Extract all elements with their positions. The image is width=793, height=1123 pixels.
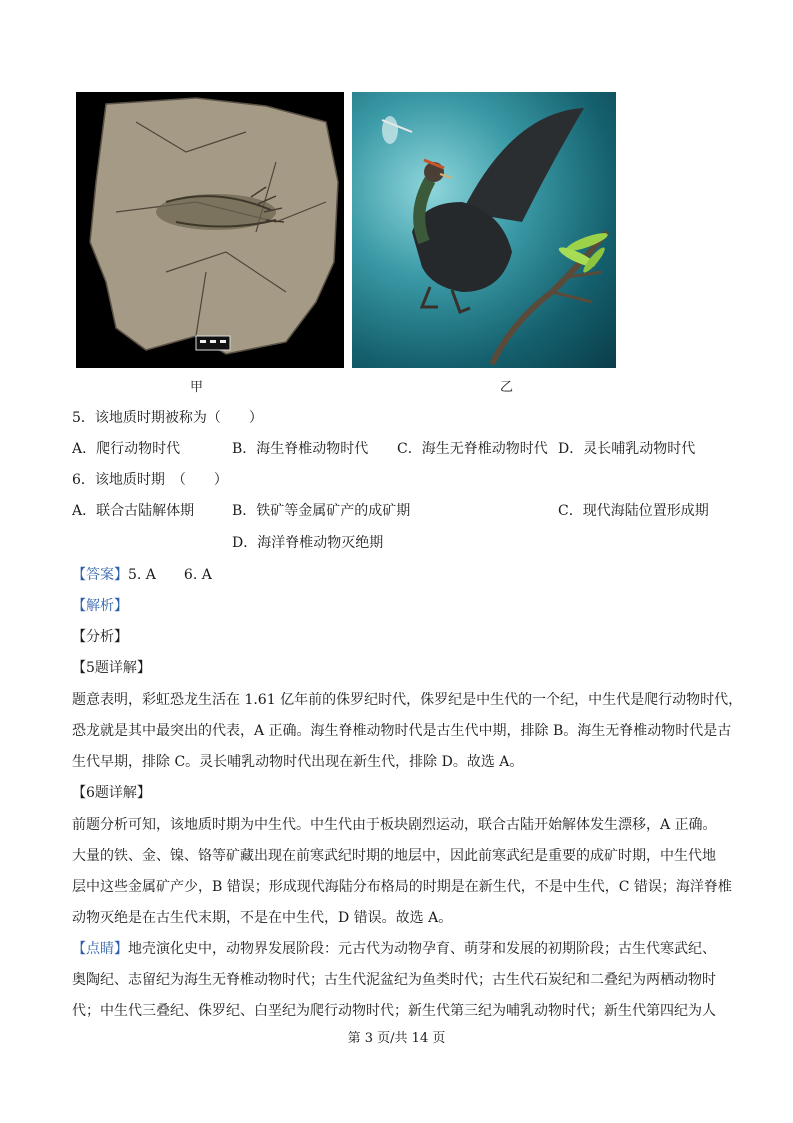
detail-6-line: 动物灭绝是在古生代末期，不是在中生代，D 错误。故选 A。 <box>72 910 453 926</box>
detail-5-line: 恐龙就是其中最突出的代表，A 正确。海生脊椎动物时代是古生代中期，排除 B。海生无脊椎动物时代是古 <box>72 723 732 739</box>
detail-5-line: 题意表明，彩虹恐龙生活在 1.61 亿年前的侏罗纪时代，侏罗纪是中生代的一个纪，中生代是爬行动物时代， <box>72 692 743 708</box>
question-6-option-c: C．现代海陆位置形成期 <box>558 503 709 519</box>
dianjing-line: 奥陶纪、志留纪为海生无脊椎动物时代；古生代泥盆纪为鱼类时代；古生代石炭纪和二叠纪为两栖动物时 <box>72 972 716 988</box>
figure-caption-right: 乙 <box>500 380 514 395</box>
fenxi-label: 【分析】 <box>72 629 128 645</box>
answer-text: 5. A 6. A <box>128 567 212 583</box>
question-5-option-a: A．爬行动物时代 <box>72 441 181 457</box>
page-footer: 第 3 页/共 14 页 <box>347 1031 446 1046</box>
dianjing-line <box>72 939 722 959</box>
answer-label: 【答案】 <box>72 567 128 583</box>
answer-line <box>72 565 212 585</box>
question-6-option-b: B．铁矿等金属矿产的成矿期 <box>232 503 411 519</box>
question-6-option-d: D．海洋脊椎动物灭绝期 <box>232 535 384 551</box>
dianjing-label: 【点睛】 <box>72 941 128 957</box>
question-5-option-d: D．灵长哺乳动物时代 <box>558 441 696 457</box>
question-5-stem: 5．该地质时期被称为（ ） <box>72 410 263 426</box>
question-6-option-a: A．联合古陆解体期 <box>72 503 195 519</box>
detail-5-label: 【5题详解】 <box>72 660 151 676</box>
dianjing-line-text: 地壳演化史中，动物界发展阶段：元古代为动物孕育、萌芽和发展的初期阶段；古生代寒武纪、 <box>128 941 716 957</box>
detail-6-line: 层中这些金属矿产少，B 错误；形成现代海陆分布格局的时期是在新生代，不是中生代，C 错误；海洋脊椎 <box>72 879 732 895</box>
fossil-illustration <box>76 92 344 368</box>
dianjing-line: 代；中生代三叠纪、侏罗纪、白垩纪为爬行动物时代；新生代第三纪为哺乳动物时代；新生代第四纪为人 <box>72 1003 716 1019</box>
question-5-option-b: B．海生脊椎动物时代 <box>232 441 369 457</box>
dinosaur-illustration <box>352 92 616 368</box>
question-6-stem: 6．该地质时期 （ ） <box>72 472 228 488</box>
detail-6-label: 【6题详解】 <box>72 785 151 801</box>
dinosaur-illustration-image <box>352 92 616 368</box>
detail-5-line: 生代早期，排除 C。灵长哺乳动物时代出现在新生代，排除 D。故选 A。 <box>72 754 524 770</box>
fossil-image <box>76 92 344 368</box>
analysis-label: 【解析】 <box>72 598 128 614</box>
question-5-option-c: C．海生无脊椎动物时代 <box>397 441 548 457</box>
detail-6-line: 大量的铁、金、镍、铬等矿藏出现在前寒武纪时期的地层中，因此前寒武纪是重要的成矿时期，中生代地 <box>72 848 716 864</box>
figure-caption-left: 甲 <box>190 380 204 395</box>
detail-6-line: 前题分析可知，该地质时期为中生代。中生代由于板块剧烈运动，联合古陆开始解体发生漂移，A 正确。 <box>72 817 717 833</box>
